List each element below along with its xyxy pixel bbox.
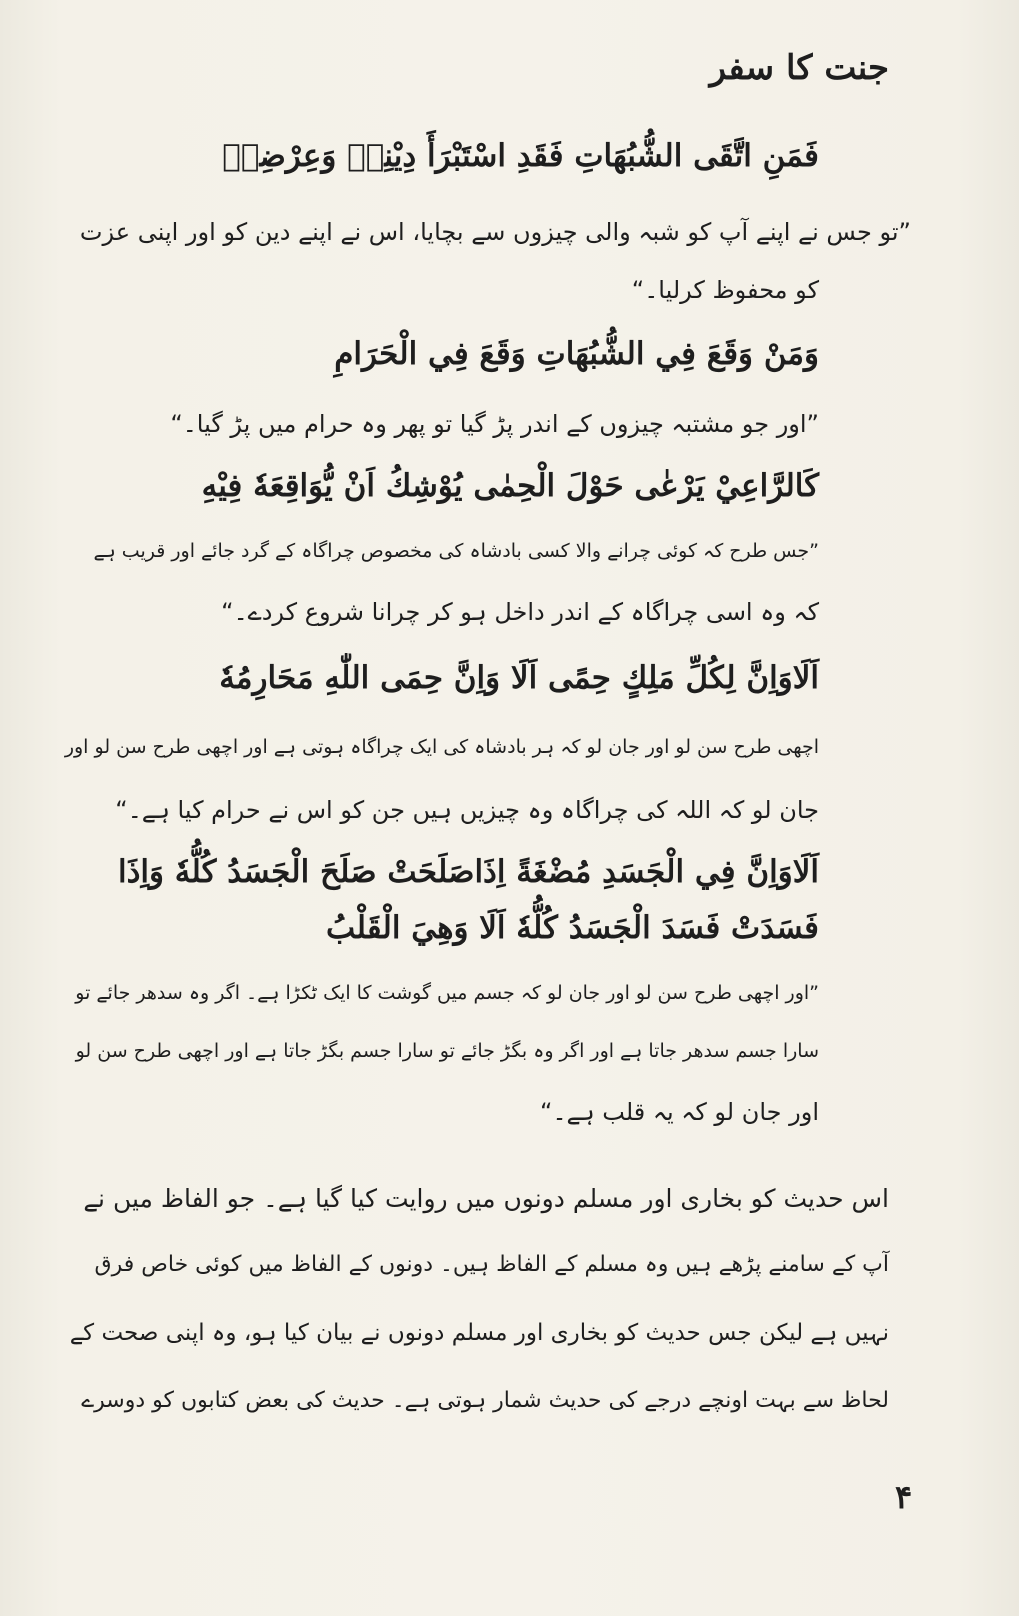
translation-line: ”اور اچھی طرح سن لو اور جان لو کہ جسم میں گوشت کا ایک ٹکڑا ہے۔ اگر وہ سدھر جائے تو <box>75 982 819 1004</box>
translation-line: ”تو جس نے اپنے آپ کو شبہ والی چیزوں سے بچایا، اس نے اپنے دین کو اور اپنی عزت <box>79 218 911 246</box>
translation-line: ”اور جو مشتبہ چیزوں کے اندر پڑ گیا تو پھر وہ حرام میں پڑ گیا۔“ <box>170 410 819 438</box>
arabic-line: اَلَاوَاِنَّ فِي الْجَسَدِ مُضْغَةً اِذَاصَلَحَتْ صَلَحَ الْجَسَدُ كُلُّهٗ وَاِذَا <box>118 854 819 890</box>
translation-line: ”جس طرح کہ کوئی چرانے والا کسی بادشاہ کی مخصوص چراگاہ کے گرد جائے اور قریب ہے <box>93 540 819 562</box>
body-paragraph-line: اس حدیث کو بخاری اور مسلم دونوں میں روایت کیا گیا ہے۔ جو الفاظ میں نے <box>83 1184 889 1213</box>
body-paragraph-line: لحاظ سے بہت اونچے درجے کی حدیث شمار ہوتی ہے۔ حدیث کی بعض کتابوں کو دوسرے <box>81 1388 889 1413</box>
translation-line: اچھی طرح سن لو اور جان لو کہ ہر بادشاہ کی ایک چراگاہ ہوتی ہے اور اچھی طرح سن لو اور <box>64 736 819 758</box>
arabic-line: فَمَنِ اتَّقَى الشُّبُهَاتِ فَقَدِ اسْتَبْرَأَ دِيْنِهٖ وَعِرْضِهٖ <box>222 138 819 174</box>
translation-line: سارا جسم سدھر جاتا ہے اور اگر وہ بگڑ جائے تو سارا جسم بگڑ جاتا ہے اور اچھی طرح سن لو <box>75 1040 819 1062</box>
translation-line: کو محفوظ کرلیا۔“ <box>631 276 819 304</box>
arabic-line: اَلَاوَاِنَّ لِكُلِّ مَلِكٍ حِمًى اَلَا وَاِنَّ حِمَى اللّٰهِ مَحَارِمُهٗ <box>219 660 819 696</box>
body-paragraph-line: آپ کے سامنے پڑھے ہیں وہ مسلم کے الفاظ ہیں۔ دونوں کے الفاظ میں کوئی خاص فرق <box>94 1252 889 1277</box>
page-number: ۴ <box>895 1478 913 1516</box>
arabic-line: وَمَنْ وَقَعَ فِي الشُّبُهَاتِ وَقَعَ فِي الْحَرَامِ <box>334 336 819 372</box>
translation-line: کہ وہ اسی چراگاہ کے اندر داخل ہو کر چرانا شروع کردے۔“ <box>221 598 819 626</box>
arabic-line: فَسَدَتْ فَسَدَ الْجَسَدُ كُلُّهٗ اَلَا وَهِيَ الْقَلْبُ <box>326 910 819 946</box>
translation-line: جان لو کہ اللہ کی چراگاہ وہ چیزیں ہیں جن کو اس نے حرام کیا ہے۔“ <box>115 796 819 824</box>
arabic-line: كَالرَّاعِيْ يَرْعٰى حَوْلَ الْحِمٰى يُوْشِكُ اَنْ يُّوَاقِعَهٗ فِيْهِ <box>201 468 819 504</box>
body-paragraph-line: نہیں ہے لیکن جس حدیث کو بخاری اور مسلم دونوں نے بیان کیا ہو، وہ اپنی صحت کے <box>69 1320 889 1346</box>
running-header: جنت کا سفر <box>709 48 889 88</box>
translation-line: اور جان لو کہ یہ قلب ہے۔“ <box>540 1098 819 1126</box>
